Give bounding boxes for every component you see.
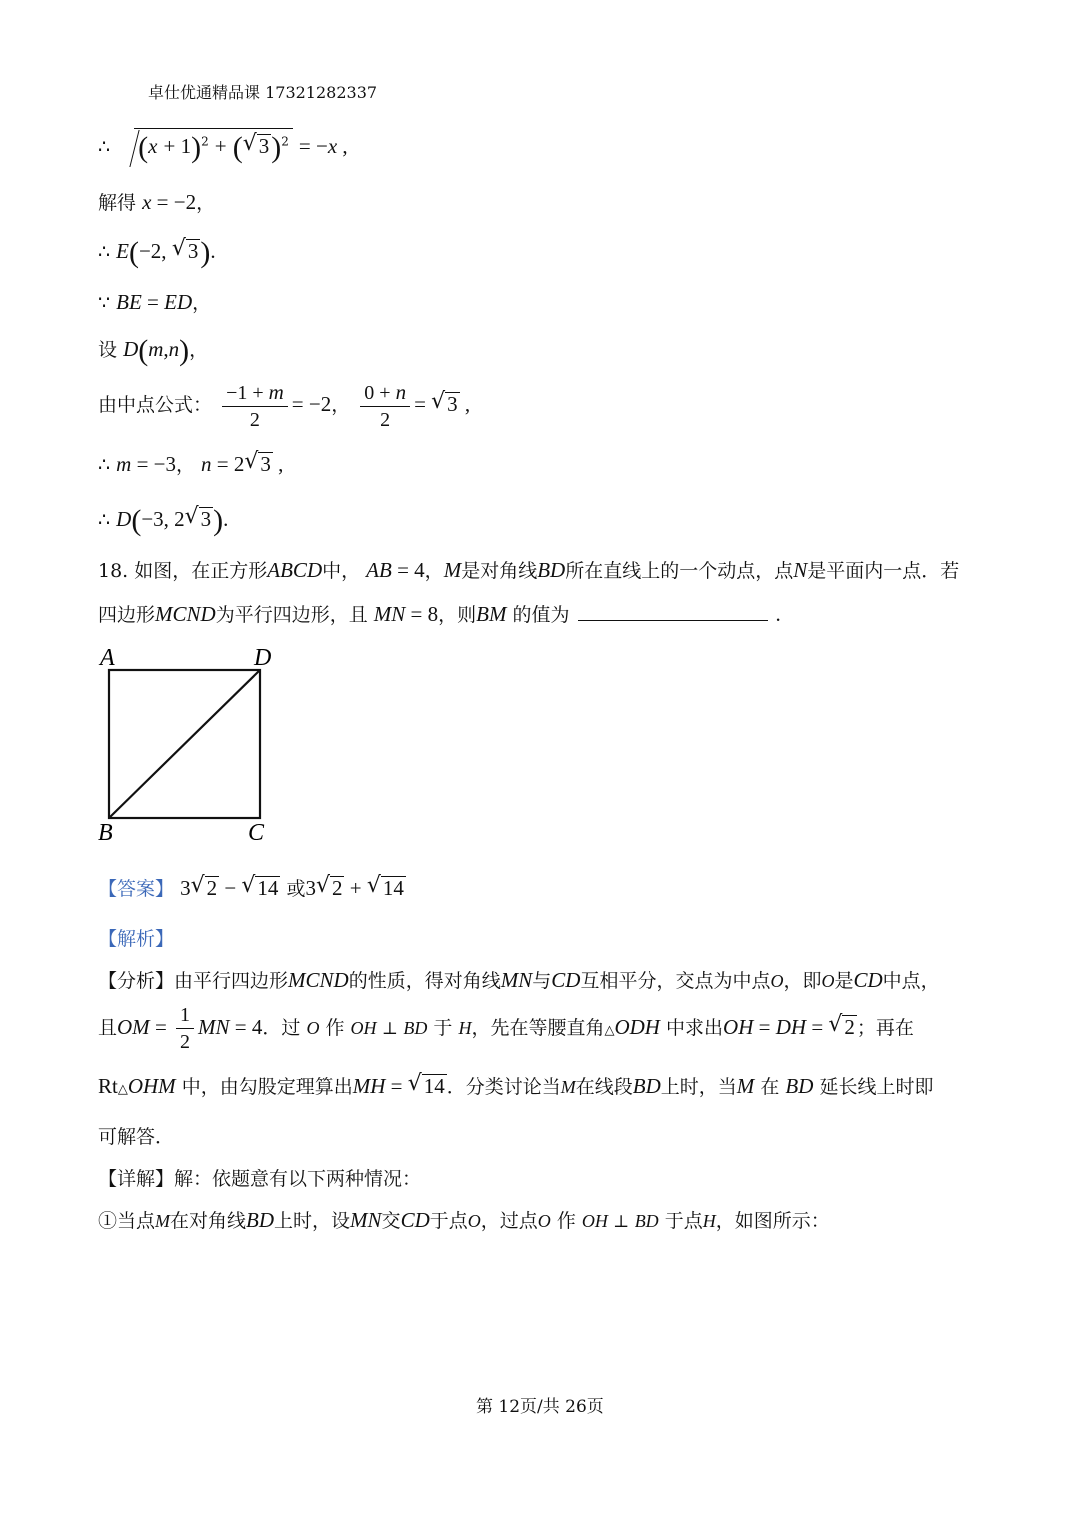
detail-line: 【详解】解：依题意有以下两种情况： <box>98 1168 422 1190</box>
square-diagram <box>96 640 286 850</box>
be-ed-line: ∵ BE = ED， <box>98 290 212 314</box>
equation-distance: ∴ $(x + 1)^2$ + (√ 3)$^2$ = −x , <box>98 128 348 167</box>
answer-tag: 【答案】 <box>98 878 175 900</box>
point-d-line: ∴ D(−3, 2√ 3). <box>98 504 228 538</box>
answer-blank[interactable] <box>578 620 768 621</box>
mn-values-line: ∴ m = −3， n = 2√ 3 , <box>98 450 283 477</box>
page-footer: 第 12页/共 26页 <box>476 1397 604 1417</box>
analysis-line2: 且OM = $\frac{1}{2}$ MN = 4．过 O 作 OH ⊥ BD 于 H，先在等腰直角△ODH 中求出OH = DH = √ 2 ；再在 <box>98 1004 914 1054</box>
analysis-line1: 【分析】由平行四边形MCND的性质，得对角线MN与CD互相平分，交点为中点O，即O是CD中点， <box>98 968 940 992</box>
label-b: B <box>98 820 113 846</box>
label-d: D <box>254 645 272 671</box>
analysis-line3: Rt△OHM 中，由勾股定理算出MH = √ 14 ．分类讨论当M在线段BD上时，当M 在 BD 延长线上时即 <box>98 1072 933 1099</box>
problem-18-line1: 18. 如图，在正方形ABCD中， AB = 4，M是对角线BD所在直线上的一个动点，点N是平面内一点．若 <box>98 558 960 582</box>
case1-line: ①当点M在对角线BD上时，设MN交CD于点O，过点O 作 OH ⊥ BD 于点H，如图所示： <box>98 1208 830 1232</box>
label-c: C <box>248 820 265 846</box>
label-a: A <box>100 645 115 671</box>
solve-line: 解得 x = −2， <box>98 190 216 214</box>
page-header: 卓仕优通精品课 17321282337 <box>148 83 378 102</box>
point-e-line: ∴ E(−2, √ 3). <box>98 236 216 270</box>
problem-18-line2: 四边形MCND为平行四边形，且 MN = 8，则BM 的值为 . <box>98 602 781 626</box>
midpoint-line: 由中点公式： $\frac{-1 + m}{2}$ = −2， $\frac{0 + n}{2}$ = √ 3 , <box>98 380 470 432</box>
answer-line: 【答案】 3√ 2 − √ 14 或3√ 2 + √ 14 <box>98 874 406 901</box>
set-d-line: 设 D(m,n)， <box>98 334 209 367</box>
diagonal-bd <box>109 670 260 818</box>
analysis-tag: 【解析】 <box>98 928 175 950</box>
analysis-line4: 可解答． <box>98 1126 175 1148</box>
